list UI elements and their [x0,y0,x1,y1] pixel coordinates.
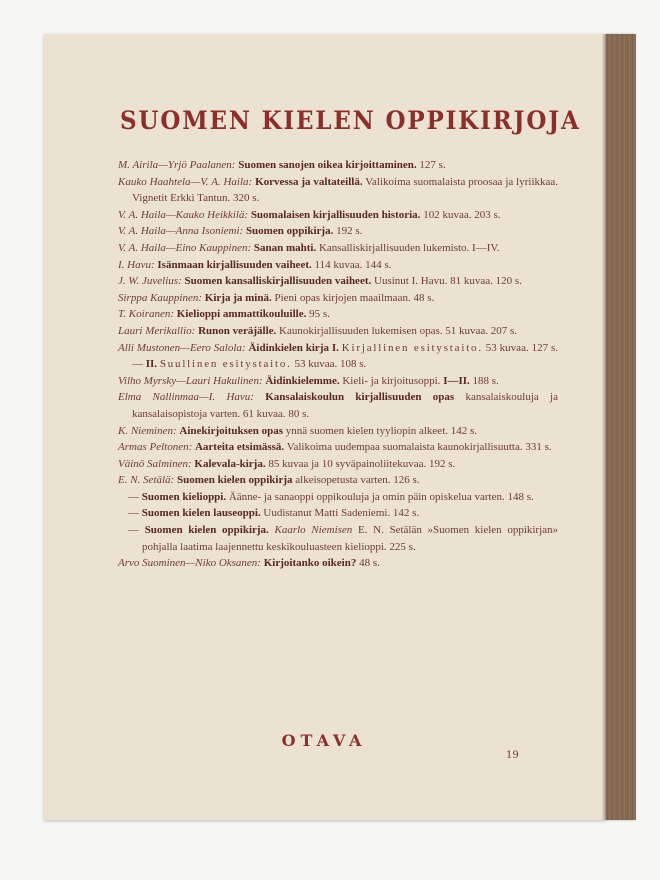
list-item: Arvo Suominen—Niko Oksanen: Kirjoitanko oikein? 48 s. [118,557,380,570]
list-item: Alli Mustonen—Eero Salola: Äidinkielen kirja I. Kirjallinen esitystaito. 53 kuvaa. 127 s. — II. Suullinen esitystaito. 53 kuvaa. 108 s. [118,341,559,371]
list-item: V. A. Haila—Eino Kauppinen: Sanan mahti. Kansalliskirjallisuuden lukemisto. I—IV. [118,241,500,254]
list-item: — Suomen kielen oppikirja. Kaarlo Niemisen E. N. Setälän »Suomen kielen oppikirjan» pohjalla laatima laajennettu keskikouluasteen kielioppi. 225 s. [128,524,559,553]
list-item: Sirppa Kauppinen: Kirja ja minä. Pieni opas kirjojen maailmaan. 48 s. [118,291,435,304]
list-item: I. Havu: Isänmaan kirjallisuuden vaiheet. 114 kuvaa. 144 s. [118,258,392,271]
publisher-name: OTAVA [281,731,367,750]
list-item: Vilho Myrsky—Lauri Hakulinen: Äidinkielemme. Kieli- ja kirjoitusoppi. I—II. 188 s. [118,374,499,387]
list-item: T. Koiranen: Kielioppi ammattikouluille. 95 s. [118,308,330,321]
list-item: Elma Nallinmaa—I. Havu: Kansalaiskoulun kirjallisuuden opas kansalaiskouluja ja kansalaisopistoja varten. 61 kuvaa. 80 s. [118,391,558,420]
cover-title: SUOMEN KIELEN OPPIKIRJOJA [120,106,581,135]
list-item: V. A. Haila—Kauko Heikkilä: Suomalaisen kirjallisuuden historia. 102 kuvaa. 203 s. [118,208,501,221]
list-item: E. N. Setälä: Suomen kielen oppikirja alkeisopetusta varten. 126 s. [118,474,420,487]
list-item: Väinö Salminen: Kalevala-kirja. 85 kuvaa ja 10 syväpainoliitekuvaa. 192 s. [118,457,456,470]
list-item: M. Airila—Yrjö Paalanen: Suomen sanojen oikea kirjoittaminen. 127 s. [118,159,446,171]
list-item: K. Nieminen: Ainekirjoituksen opas ynnä suomen kielen tyyliopin alkeet. 142 s. [118,424,478,437]
book-spine [606,34,636,820]
book-list [118,157,558,572]
list-item: J. W. Juvelius: Suomen kansalliskirjallisuuden vaiheet. Uusinut I. Havu. 81 kuvaa. 120 s. [118,275,522,288]
list-item: V. A. Haila—Anna Isoniemi: Suomen oppikirja. 192 s. [118,225,363,238]
list-item: — Suomen kielen lauseoppi. Uudistanut Matti Sadeniemi. 142 s. [128,507,420,520]
list-item: Armas Peltonen: Aarteita etsimässä. Valikoima uudempaa suomalaista kaunokirjallisuutta. 331 s. [118,441,552,454]
book [44,34,636,820]
list-item: — Suomen kielioppi. Äänne- ja sanaoppi oppikouluja ja omin päin opiskelua varten. 148 s. [128,490,534,503]
list-item: Lauri Merikallio: Runon veräjälle. Kaunokirjallisuuden lukemisen opas. 51 kuvaa. 207 s. [118,324,518,337]
page-number: 19 [506,750,519,761]
list-item: Kauko Haahtela—V. A. Haila: Korvessa ja valtateillä. Valikoima suomalaista proosaa ja lyriikkaa. Vignetit Erkki Tantun. 320 s. [118,175,559,205]
